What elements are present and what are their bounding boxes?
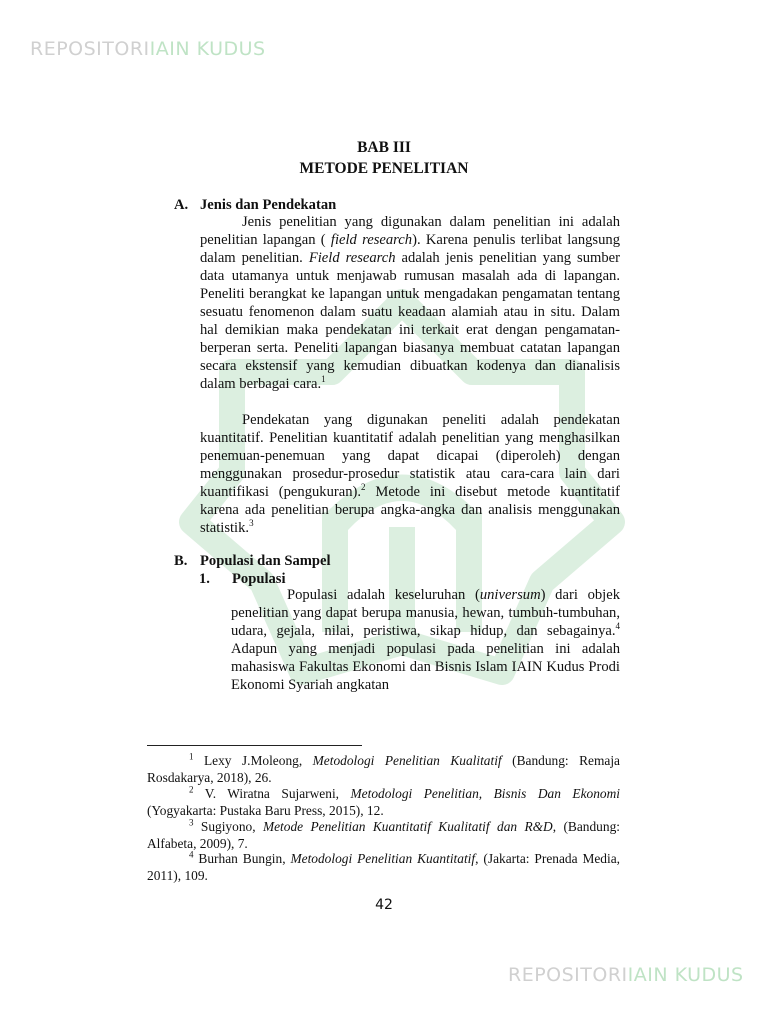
footnote-title: Metodologi Penelitian Kualitatif	[312, 753, 502, 768]
footnote-number: 2	[189, 784, 194, 795]
section-a-heading	[174, 196, 336, 214]
text-span: ). Karena penulis terlibat langsung dalam penelitian.	[200, 232, 620, 266]
subsection-title: Populasi	[232, 571, 286, 587]
subsection-number: 1.	[199, 571, 210, 587]
section-a-letter: A.	[174, 197, 189, 213]
footnote	[147, 753, 620, 786]
italic-term: field research	[330, 232, 413, 248]
footnote-title: Metodologi Penelitian, Bisnis Dan Ekonomi	[350, 786, 620, 801]
text-span: Populasi adalah keseluruhan (	[287, 587, 480, 603]
text-span: Pendekatan yang digunakan peneliti adalah pendekatan kuantitatif. Penelitian kuantitatif adalah penelitian yang menghasilkan penemuan-penemuan yang dapat dicapai (diperoleh) dengan menggunakan prosedur-prosedur statistik atau cara-cara lain dari kuantifikasi (pengukuran).	[200, 412, 620, 500]
section-a-paragraph-1	[200, 213, 620, 393]
text-span: Metode ini disebut metode kuantitatif karena ada penelitian berupa angka-angka dan analisis menggunakan statistik.	[200, 484, 620, 536]
footnote	[147, 786, 620, 819]
footnote-title: Metodologi Penelitian Kuantitatif	[290, 851, 476, 866]
footnote-title: Metode Penelitian Kuantitatif Kualitatif dan R&D	[262, 819, 553, 834]
section-a-paragraph-2	[200, 411, 620, 537]
footnote-text: Burhan Bungin,	[193, 851, 291, 866]
section-b-letter: B.	[174, 553, 188, 569]
page-number: 42	[375, 897, 393, 913]
text-span: ) dari objek penelitian yang dapat berupa manusia, hewan, tumbuh-tumbuhan, udara, gejala, nilai, peristiwa, sikap hidup, dan sebagainya.	[231, 587, 620, 639]
footnote-text: Lexy J.Moleong,	[193, 753, 313, 768]
footnote	[147, 819, 620, 852]
footnote-text: , (Bandung: Alfabeta, 2009), 7.	[147, 819, 620, 851]
footnote-divider	[147, 745, 362, 746]
section-a-title: Jenis dan Pendekatan	[200, 197, 337, 213]
footnote-ref: 2	[361, 482, 366, 493]
chapter-number: BAB III	[357, 139, 411, 156]
footnote-ref: 1	[321, 374, 326, 385]
populasi-paragraph	[231, 586, 620, 694]
watermark-repositori: REPOSITORI	[30, 38, 150, 60]
text-span: adalah jenis penelitian yang sumber data utamanya untuk menjawab rumusan masalah ada di lapangan. Peneliti berangkat ke lapangan untuk mengadakan pengamatan tentang sesuatu fenomenon dalam suatu keadaan alamiah atau in situ. Dalam hal demikian maka pendekatan ini terkait erat dengan pengamatan-berperan serta. Peneliti lapangan biasanya membuat catatan lapangan secara ekstensif yang kemudian dibuatkan kodenya dan dianalisis dalam berbagai cara.	[200, 250, 620, 392]
italic-term: Field research	[308, 250, 396, 266]
footnote-text: Sugiyono,	[193, 819, 263, 834]
chapter-title: METODE PENELITIAN	[299, 160, 469, 177]
section-b-heading	[174, 552, 331, 570]
footnote-ref: 3	[249, 518, 254, 529]
footnote-text: V. Wiratna Sujarweni,	[193, 786, 351, 801]
watermark-iain-kudus: IAIN KUDUS	[149, 38, 266, 60]
watermark-repositori: REPOSITORI	[508, 964, 628, 986]
footnote-number: 3	[189, 817, 194, 828]
footnote-text: , (Jakarta: Prenada Media, 2011), 109.	[147, 851, 621, 883]
footnote-text: (Bandung: Remaja Rosdakarya, 2018), 26.	[147, 753, 620, 785]
footnote-text: (Yogyakarta: Pustaka Baru Press, 2015), 12.	[147, 802, 384, 818]
italic-term: universum	[479, 587, 541, 603]
watermark-bottom	[508, 964, 744, 986]
footnote-ref: 4	[615, 621, 620, 632]
footnote	[147, 851, 620, 884]
footnote-number: 4	[189, 849, 194, 860]
footnote-number: 1	[189, 751, 194, 762]
watermark-iain-kudus: IAIN KUDUS	[627, 964, 744, 986]
text-span: Adapun yang menjadi populasi pada penelitian ini adalah mahasiswa Fakultas Ekonomi dan Bisnis Islam IAIN Kudus Prodi Ekonomi Syariah angkatan	[231, 641, 620, 693]
text-span: Jenis penelitian yang digunakan dalam penelitian ini adalah penelitian lapangan (	[200, 214, 620, 248]
section-b-title: Populasi dan Sampel	[200, 553, 331, 569]
